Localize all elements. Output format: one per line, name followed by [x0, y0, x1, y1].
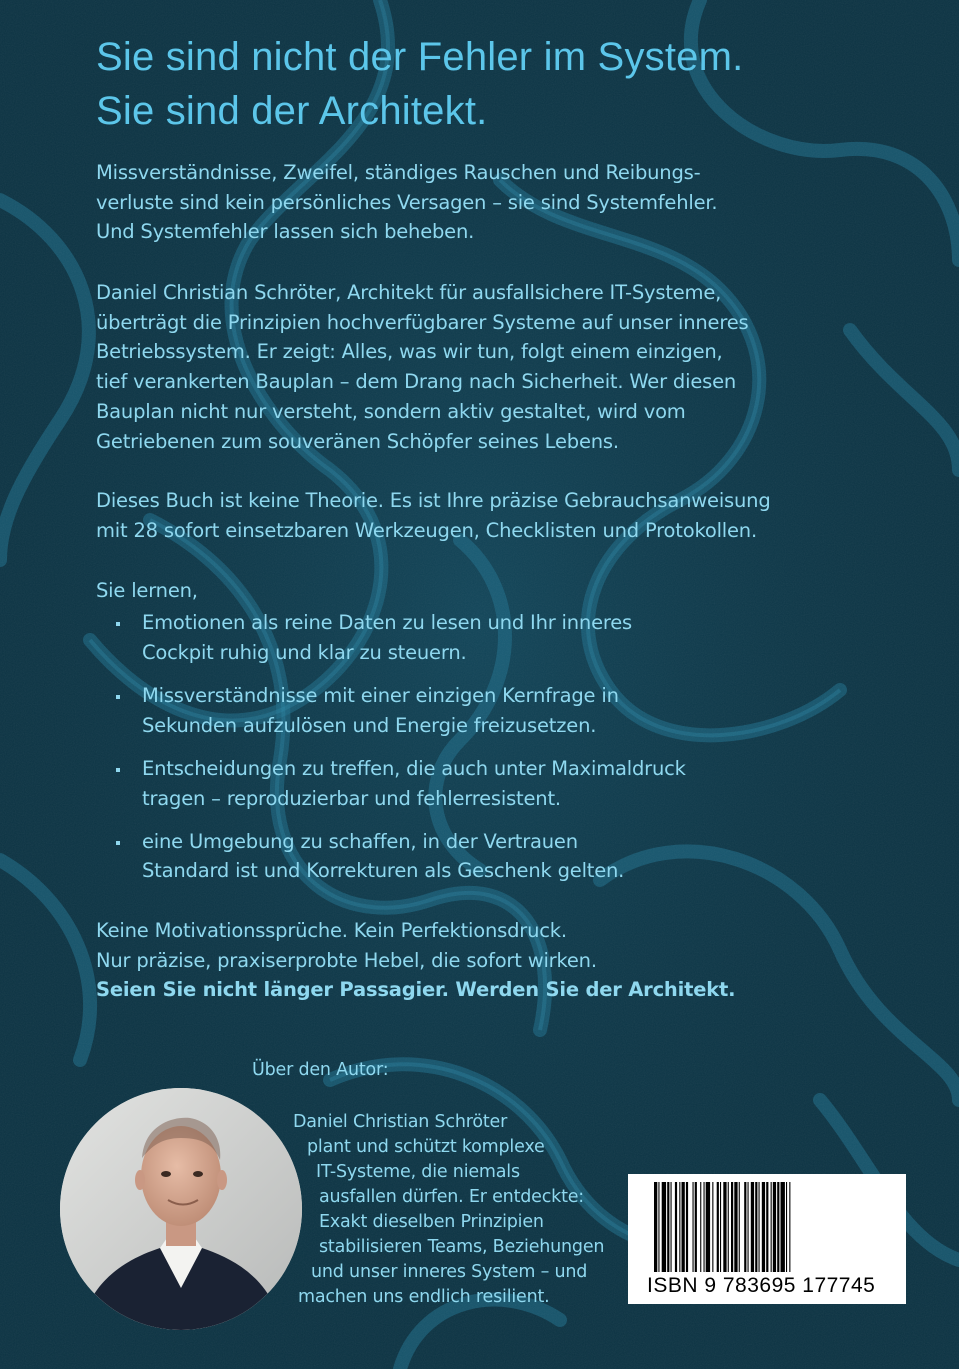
- barcode-bar: [671, 1182, 672, 1272]
- barcode-bar: [781, 1182, 785, 1272]
- barcode-bar: [662, 1182, 666, 1272]
- author-paragraph: [96, 278, 856, 456]
- barcode-bar: [728, 1182, 729, 1272]
- barcode-bar: [704, 1182, 705, 1272]
- intro-line: Und Systemfehler lassen sich beheben.: [96, 220, 475, 244]
- barcode-bar: [679, 1182, 680, 1272]
- barcode-bar: [777, 1182, 779, 1272]
- headline-line-1: Sie sind nicht der Fehler im System.: [96, 35, 744, 79]
- barcode-bar: [744, 1182, 746, 1272]
- author-para-line: Betriebssystem. Er zeigt: Alles, was wir tun, folgt einem einzigen,: [96, 340, 723, 364]
- bullet-line: Cockpit ruhig und klar zu steuern.: [142, 640, 467, 664]
- closing-line: Keine Motivationssprüche. Kein Perfektionsdruck.: [96, 919, 567, 942]
- barcode-bar: [786, 1182, 787, 1272]
- headline: [96, 30, 743, 138]
- isbn-number: ISBN 9 783695 177745: [647, 1274, 876, 1297]
- barcode-bar: [700, 1182, 701, 1272]
- barcode-bar: [762, 1182, 765, 1272]
- list-item: [96, 827, 856, 886]
- learn-intro: [96, 576, 856, 606]
- barcode-bar: [706, 1182, 710, 1272]
- book-para-line: mit 28 sofort einsetzbaren Werkzeugen, Checklisten und Protokollen.: [96, 518, 757, 542]
- bullet-icon: [116, 622, 120, 626]
- author-para-line: tief verankerten Bauplan – dem Drang nach Sicherheit. Wer diesen: [96, 370, 737, 394]
- bullet-line: Standard ist und Korrekturen als Geschenk gelten.: [142, 859, 625, 883]
- barcode-bar: [654, 1182, 657, 1272]
- barcode-bar: [675, 1182, 677, 1272]
- author-para-line: Daniel Christian Schröter, Architekt für ausfallsichere IT-Systeme,: [96, 281, 722, 304]
- intro-line: Missverständnisse, Zweifel, ständiges Rauschen und Reibungs-: [96, 161, 701, 184]
- bio-line: IT-Systeme, die niemals: [316, 1162, 520, 1182]
- bullet-line: eine Umgebung zu schaffen, in der Vertrauen: [142, 829, 578, 853]
- barcode-bar: [658, 1182, 659, 1272]
- intro-line: verluste sind kein persönliches Versagen – sie sind Systemfehler.: [96, 190, 718, 214]
- barcode-bar: [717, 1182, 719, 1272]
- barcode-bar: [751, 1182, 754, 1272]
- closing-tagline: Seien Sie nicht länger Passagier. Werden Sie der Architekt.: [96, 978, 736, 1002]
- book-paragraph: [96, 486, 856, 545]
- barcode-bars: [628, 1174, 906, 1274]
- bullet-line: tragen – reproduzierbar und fehlerresistent.: [142, 786, 561, 810]
- barcode-bar: [739, 1182, 740, 1272]
- barcode-bar: [734, 1182, 737, 1272]
- intro-paragraph: [96, 158, 856, 247]
- bullet-line: Missverständnisse mit einer einzigen Kernfrage in: [142, 683, 619, 707]
- barcode-bar: [695, 1182, 697, 1272]
- list-item: [96, 754, 856, 813]
- closing-line: Nur präzise, praxiserprobte Hebel, die sofort wirken.: [96, 948, 597, 972]
- bio-line: und unser inneres System – und: [311, 1262, 588, 1282]
- bullet-line: Sekunden aufzulösen und Energie freizusetzen.: [142, 713, 597, 737]
- barcode-bar: [682, 1182, 685, 1272]
- bullet-line: Entscheidungen zu treffen, die auch unter Maximaldruck: [142, 756, 686, 780]
- barcode-bar: [667, 1182, 669, 1272]
- barcode-bar: [720, 1182, 721, 1272]
- bullet-line: Emotionen als reine Daten zu lesen und Ihr inneres: [142, 611, 633, 634]
- barcode-bar: [773, 1182, 776, 1272]
- barcode: [628, 1174, 906, 1304]
- author-photo: [60, 1088, 302, 1330]
- bullet-icon: [116, 768, 120, 772]
- bio-line: ausfallen dürfen. Er entdeckte:: [319, 1187, 584, 1207]
- barcode-bar: [759, 1182, 760, 1272]
- barcode-bar: [686, 1182, 688, 1272]
- barcode-bar: [731, 1182, 733, 1272]
- barcode-bar: [771, 1182, 772, 1272]
- barcode-bar: [723, 1182, 726, 1272]
- headline-line-2: Sie sind der Architekt.: [96, 89, 488, 133]
- bullet-icon: [116, 841, 120, 845]
- closing-paragraph: [96, 916, 856, 1005]
- barcode-bar: [748, 1182, 749, 1272]
- book-para-line: Dieses Buch ist keine Theorie. Es ist Ihre präzise Gebrauchsanweisung: [96, 489, 771, 512]
- barcode-bar: [693, 1182, 694, 1272]
- bio-line: Daniel Christian Schröter: [293, 1112, 508, 1132]
- author-para-line: Getriebenen zum souveränen Schöpfer seines Lebens.: [96, 429, 619, 453]
- barcode-bar: [712, 1182, 713, 1272]
- bio-line: plant und schützt komplexe: [307, 1137, 545, 1157]
- barcode-bar: [755, 1182, 757, 1272]
- about-author-label: Über den Autor:: [252, 1060, 389, 1080]
- bio-line: machen uns endlich resilient.: [298, 1287, 550, 1307]
- author-para-line: überträgt die Prinzipien hochverfügbarer Systeme auf unser inneres: [96, 310, 749, 334]
- bullet-list: [96, 608, 856, 900]
- list-item: [96, 681, 856, 740]
- learn-intro-text: Sie lernen,: [96, 579, 198, 602]
- barcode-bar: [766, 1182, 768, 1272]
- list-item: [96, 608, 856, 667]
- bullet-icon: [116, 695, 120, 699]
- bio-line: Exakt dieselben Prinzipien: [319, 1212, 544, 1232]
- barcode-bar: [789, 1182, 790, 1272]
- author-para-line: Bauplan nicht nur versteht, sondern aktiv gestaltet, wird vom: [96, 399, 686, 423]
- bio-line: stabilisieren Teams, Beziehungen: [319, 1237, 605, 1257]
